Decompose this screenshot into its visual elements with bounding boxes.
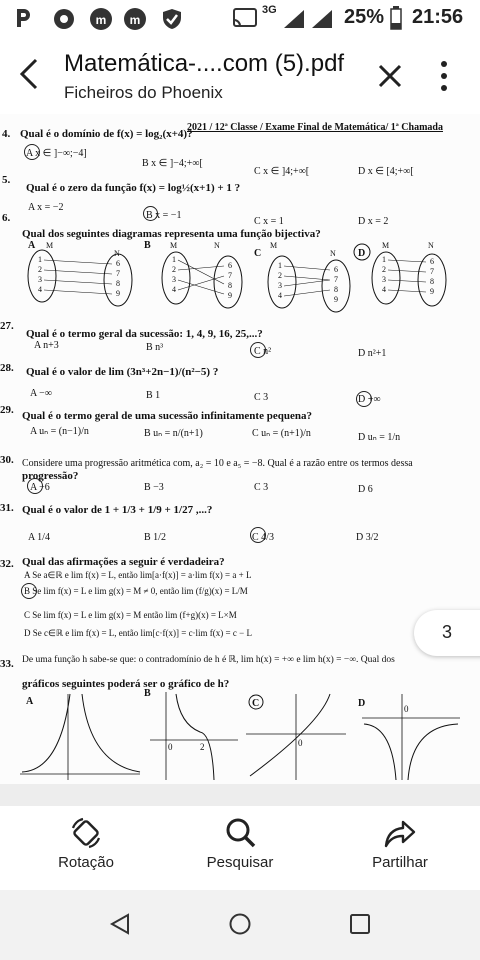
- answer-mark: [24, 144, 40, 160]
- svg-text:0: 0: [298, 738, 303, 748]
- page-divider: [0, 784, 480, 806]
- question-text: Qual é o zero da função f(x) = log½(x+1) + 1 ?: [26, 182, 241, 194]
- option-c: C uₙ = (n+1)/n: [252, 428, 311, 439]
- option-c: C Se lim f(x) = L e lim g(x) = M então lim (f+g)(x) = L×M: [24, 610, 237, 620]
- exam-header: 2021 / 12ª Classe / Exame Final de Matemática/ 1ª Chamada: [187, 122, 443, 133]
- rotate-button[interactable]: [26, 816, 146, 871]
- battery-icon: [390, 6, 402, 30]
- svg-text:6: 6: [334, 265, 338, 274]
- option-d: D uₙ = 1/n: [358, 432, 401, 443]
- option-b: B Se lim f(x) = L e lim g(x) = M ≠ 0, então lim (f/g)(x) = L/M: [24, 586, 248, 596]
- svg-text:9: 9: [228, 291, 232, 300]
- option-b: B −3: [144, 482, 164, 493]
- svg-text:3: 3: [382, 275, 386, 284]
- svg-text:N: N: [428, 241, 434, 250]
- diagram-c: [254, 241, 350, 312]
- svg-text:2: 2: [200, 742, 205, 752]
- graph-b: [144, 688, 238, 780]
- svg-text:A: A: [28, 240, 36, 251]
- svg-text:9: 9: [430, 287, 434, 296]
- svg-text:3: 3: [38, 275, 42, 284]
- svg-text:2: 2: [382, 265, 386, 274]
- diagram-d: [354, 241, 446, 306]
- page-number: 3: [442, 622, 453, 642]
- option-a: A Se a∈ℝ e lim f(x) = L, então lim[a·f(x)] = a·lim f(x) = a + L: [24, 570, 252, 580]
- diagram-a: [28, 240, 132, 306]
- share-icon: [383, 816, 417, 850]
- svg-text:0: 0: [404, 704, 409, 714]
- question-text: Qual é o termo geral de uma sucessão infinitamente pequena?: [22, 410, 312, 422]
- system-navigation-bar: [0, 890, 480, 960]
- diagram-b: [144, 240, 242, 308]
- option-d: D x ∈ [4;+∞[: [358, 166, 414, 177]
- svg-text:3: 3: [278, 281, 282, 290]
- svg-text:8: 8: [334, 285, 338, 294]
- page-indicator[interactable]: [414, 610, 480, 656]
- option-a: A −∞: [30, 388, 52, 399]
- svg-text:1: 1: [278, 261, 282, 270]
- option-a: A uₙ = (n−1)/n: [30, 426, 89, 437]
- option-b: B 1/2: [144, 532, 166, 543]
- option-b: B n³: [146, 342, 164, 353]
- svg-text:m: m: [95, 13, 107, 27]
- pdf-page[interactable]: [0, 114, 480, 784]
- svg-text:2: 2: [172, 265, 176, 274]
- svg-text:9: 9: [116, 289, 120, 298]
- svg-text:M: M: [270, 241, 278, 250]
- question-text-cont: gráficos seguintes poderá ser o gráfico de h?: [22, 678, 230, 690]
- notification-browser-icon: [52, 7, 76, 31]
- graph-a: [20, 694, 140, 780]
- svg-text:3: 3: [172, 275, 176, 284]
- svg-text:M: M: [382, 241, 390, 250]
- svg-text:C: C: [252, 698, 260, 709]
- svg-text:2: 2: [38, 265, 42, 274]
- question-text: Qual das afirmações a seguir é verdadeira?: [22, 556, 225, 568]
- search-icon: [223, 816, 257, 850]
- cast-icon: [232, 7, 258, 29]
- svg-text:4: 4: [38, 285, 42, 294]
- question-number: 32.: [0, 558, 14, 570]
- option-a: A −6: [30, 482, 50, 493]
- svg-text:A: A: [26, 696, 34, 707]
- question-text: Considere uma progressão aritmética com, a₂ = 10 e a₅ = −8. Qual é a razão entre os termos dessa: [22, 458, 413, 469]
- option-d: D n²+1: [358, 348, 387, 359]
- question-text: Qual é o termo geral da sucessão: 1, 4, 9, 16, 25,...?: [26, 328, 263, 340]
- svg-text:B: B: [144, 688, 151, 699]
- svg-text:4: 4: [278, 291, 282, 300]
- notification-p-icon: [14, 7, 32, 29]
- share-label: Partilhar: [372, 854, 428, 871]
- question-number: 30.: [0, 454, 14, 466]
- option-d: D 3/2: [356, 532, 379, 543]
- share-button[interactable]: [340, 816, 460, 871]
- search-button[interactable]: [180, 816, 300, 871]
- option-c: C n²: [254, 346, 272, 357]
- network-type: 3G: [262, 4, 277, 16]
- svg-text:7: 7: [334, 275, 338, 284]
- option-d: D x = 2: [358, 216, 389, 227]
- search-label: Pesquisar: [206, 854, 274, 871]
- notification-app-icon-2: [122, 7, 148, 31]
- option-a: A x = −2: [28, 202, 64, 213]
- answer-mark: [143, 206, 158, 221]
- question-text: Qual é o valor de lim (3n³+2n−1)/(n²−5) ?: [26, 366, 219, 378]
- svg-text:8: 8: [228, 281, 232, 290]
- svg-text:N: N: [114, 249, 120, 258]
- recents-square-icon[interactable]: [348, 912, 372, 936]
- svg-text:1: 1: [172, 255, 176, 264]
- svg-text:9: 9: [334, 295, 338, 304]
- svg-text:N: N: [330, 249, 336, 258]
- svg-text:7: 7: [116, 269, 120, 278]
- question-text: Qual é o domínio de f(x) = log₂(x+4)?: [20, 128, 193, 140]
- option-b: B x ∈ ]−4;+∞[: [142, 158, 203, 169]
- svg-text:2: 2: [278, 271, 282, 280]
- question-number: 29.: [0, 404, 14, 416]
- more-options-icon[interactable]: [430, 56, 458, 96]
- graph-d: [358, 694, 460, 780]
- rotate-icon: [69, 816, 103, 850]
- option-c: C x = 1: [254, 216, 284, 227]
- svg-text:6: 6: [228, 261, 232, 270]
- bijection-diagrams: [0, 238, 480, 318]
- option-c: C x ∈ ]4;+∞[: [254, 166, 310, 177]
- svg-text:D: D: [358, 698, 366, 709]
- option-a: A x ∈ ]−∞;−4]: [26, 148, 87, 159]
- question-text: Qual é o valor de 1 + 1/3 + 1/9 + 1/27 ,...?: [22, 504, 213, 516]
- option-d: D +∞: [358, 394, 381, 405]
- svg-text:m: m: [129, 13, 141, 27]
- question-number: 33.: [0, 658, 14, 670]
- svg-text:4: 4: [172, 285, 176, 294]
- svg-text:C: C: [254, 248, 262, 259]
- answer-mark: [356, 391, 372, 407]
- rotate-label: Rotação: [58, 854, 114, 871]
- svg-text:8: 8: [116, 279, 120, 288]
- question-text: De uma função h sabe-se que: o contradomínio de h é ℝ, lim h(x) = +∞ e lim h(x) = −∞. Qual dos: [22, 655, 395, 665]
- answer-mark: [250, 527, 266, 543]
- svg-text:4: 4: [382, 285, 386, 294]
- svg-text:1: 1: [38, 255, 42, 264]
- svg-text:B: B: [144, 240, 151, 251]
- option-c: C 3: [254, 392, 269, 403]
- svg-text:6: 6: [116, 259, 120, 268]
- clock: 21:56: [412, 6, 464, 28]
- document-viewer-header: [0, 36, 480, 114]
- option-d: D 6: [358, 484, 373, 495]
- question-number: 28.: [0, 362, 14, 374]
- file-source: Ficheiros do Phoenix: [64, 83, 223, 102]
- graph-c: [246, 694, 346, 780]
- bottom-action-bar: [0, 806, 480, 890]
- answer-mark: [21, 583, 37, 599]
- signal-icon-2: [310, 8, 334, 30]
- file-title: Matemática-....com (5).pdf: [64, 50, 345, 77]
- svg-text:7: 7: [228, 271, 232, 280]
- option-b: B uₙ = n/(n+1): [144, 428, 203, 439]
- shield-check-icon: [160, 7, 184, 31]
- svg-text:6: 6: [430, 257, 434, 266]
- question-text: Qual dos seguintes diagramas representa uma função bijectiva?: [22, 228, 321, 240]
- signal-icon: [282, 8, 306, 30]
- option-d: D Se c∈ℝ e lim f(x) = L, então lim[c·f(x)] = c·lim f(x) = c − L: [24, 628, 252, 638]
- question-number: 31.: [0, 502, 14, 514]
- question-number: 5.: [2, 174, 11, 186]
- option-b: B 1: [146, 390, 161, 401]
- notification-app-icon: [88, 7, 114, 31]
- svg-text:M: M: [46, 241, 54, 250]
- question-number: 4.: [2, 128, 11, 140]
- battery-percent: 25%: [344, 6, 385, 28]
- question-text-cont: progressão?: [22, 470, 79, 482]
- option-c: C 4/3: [252, 532, 274, 543]
- option-a: A 1/4: [28, 532, 50, 543]
- option-c: C 3: [254, 482, 269, 493]
- question-number: 27.: [0, 320, 14, 332]
- back-triangle-icon[interactable]: [108, 912, 132, 936]
- svg-text:M: M: [170, 241, 178, 250]
- back-arrow-icon[interactable]: [12, 56, 48, 92]
- function-graphs: [0, 684, 480, 784]
- svg-text:8: 8: [430, 277, 434, 286]
- home-circle-icon[interactable]: [228, 912, 252, 936]
- question-number: 6.: [2, 212, 11, 224]
- svg-text:7: 7: [430, 267, 434, 276]
- svg-text:N: N: [214, 241, 220, 250]
- svg-text:1: 1: [382, 255, 386, 264]
- status-bar: [0, 0, 480, 36]
- close-icon[interactable]: [372, 58, 408, 94]
- svg-text:D: D: [358, 248, 366, 259]
- option-b: B x = −1: [146, 210, 182, 221]
- answer-mark: [250, 342, 266, 358]
- svg-text:0: 0: [168, 742, 173, 752]
- answer-mark: [27, 478, 43, 494]
- option-a: A n+3: [34, 340, 59, 351]
